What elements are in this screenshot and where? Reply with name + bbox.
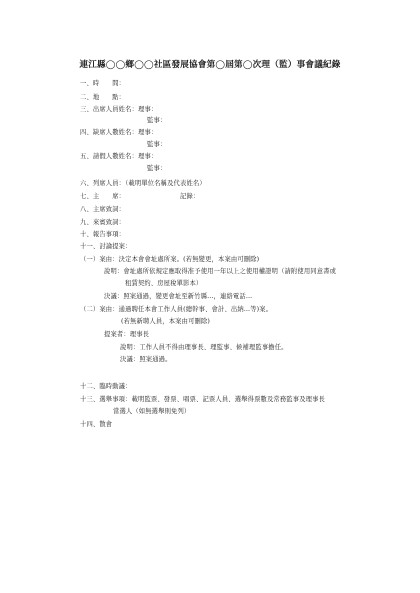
case2-resolution: 決議：照案通過。: [120, 356, 172, 363]
document-title: 連江縣◯◯鄉◯◯社區發展協會第◯屆第◯次理（監）事會議紀錄: [79, 60, 341, 70]
item-election: 十三、選舉事項：載明監票、發票、唱票、記票人員、選舉得票數及常務監事及理事長: [80, 396, 325, 403]
case2-subject: （二）案由：通過聘任本會工作人員(總幹事、會計、出納…等)案。: [80, 306, 273, 313]
item-attendees-supervisors: 監事：: [147, 117, 167, 124]
case2-note: (若無新聘人員，本案由可刪除): [121, 318, 211, 325]
case1-subject: （一）案由：決定本會會址處所案。(若無變更，本案由可刪除): [80, 256, 260, 263]
item-attendees-directors: 三、出席人員姓名：理事：: [80, 106, 158, 113]
item-extempore: 十二、臨時動議：: [80, 383, 132, 390]
item-recorder: 記錄：: [180, 193, 200, 200]
item-leave-directors: 五、請假人數姓名：理事：: [80, 153, 158, 160]
item-discussion: 十一、討論提案：: [80, 243, 132, 250]
item-absent-directors: 四、缺席人數姓名：理事：: [80, 129, 158, 136]
item-leave-supervisors: 監事：: [147, 165, 167, 172]
item-reports: 十、報告事項：: [80, 231, 126, 238]
item-absent-supervisors: 監事：: [147, 141, 167, 148]
item-chair: 七、主 席：: [80, 193, 126, 200]
case1-note-line2: 租賃契約、房屋稅單影本）: [125, 280, 203, 287]
case2-proposer: 提案者：理事長: [104, 331, 150, 338]
item-observers: 六、列席人員：（載明單位名稱及代表姓名）: [80, 180, 206, 187]
item-adjourn: 十四、散會: [80, 421, 113, 428]
item-place: 二、地 點：: [80, 94, 126, 101]
item-election-line2: 當選人（如無選舉則免列）: [113, 408, 191, 415]
item-chair-remarks: 八、主席致詞：: [80, 206, 126, 213]
case1-resolution: 決議：照案通過，變更會址至新竹縣…，連絡電話…: [104, 293, 253, 300]
case2-explanation: 說明：工作人員不得由理事長、理監事、候補理監事擔任。: [120, 344, 288, 351]
item-guest-remarks: 九、來賓致詞：: [80, 219, 126, 226]
case1-note-line1: 說明：會址處所依規定應取得准予使用一年以上之使用權證明（請附使用同意書或: [104, 268, 337, 275]
item-time: 一、時 間：: [80, 80, 126, 87]
